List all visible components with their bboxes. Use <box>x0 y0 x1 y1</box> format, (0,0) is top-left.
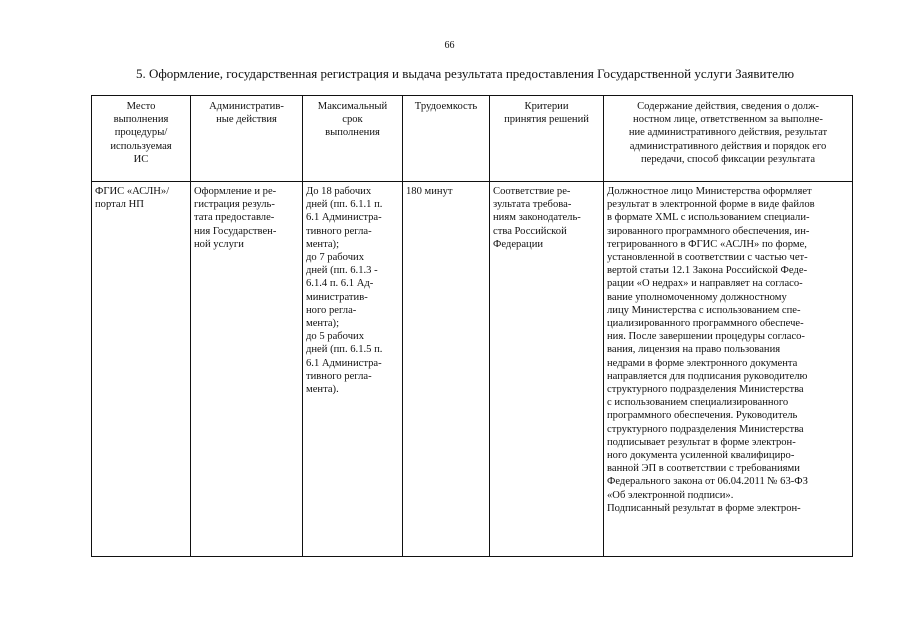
text-line: структурного подразделения Министерства <box>607 423 804 435</box>
text-line: процедуры/ <box>114 127 168 139</box>
text-line: Соответствие ре- <box>493 186 571 197</box>
procedure-table <box>91 95 853 557</box>
table-header-row <box>92 96 853 182</box>
text-line: 180 минут <box>406 186 453 197</box>
text-line: тата предоставле- <box>194 212 275 224</box>
table-row <box>92 182 853 557</box>
text-line: ние административного действия, результат <box>628 127 828 139</box>
text-line: Федерации <box>493 238 544 250</box>
text-line: результат в электронной форме в виде файлов <box>607 199 815 211</box>
text-line: тивного регла- <box>306 370 372 382</box>
text-line: 6.1 Администра- <box>306 212 382 224</box>
text-line: Критерии <box>524 101 569 112</box>
text-line: Максимальный <box>317 101 388 112</box>
cell-term <box>303 182 403 557</box>
cell-criteria <box>490 182 604 557</box>
header-content <box>604 96 853 182</box>
header-criteria <box>490 96 604 182</box>
text-line: в формате XML с использованием специали- <box>607 212 810 224</box>
text-line: Должностное лицо Министерства оформляет <box>607 186 812 197</box>
text-line: административного действия и порядок его <box>629 140 827 152</box>
text-line: ного документа усиленной квалифициро- <box>607 450 795 462</box>
cell-content <box>604 182 853 557</box>
text-line: мента); <box>306 238 340 250</box>
text-line: ванной ЭП в соответствии с требованиями <box>607 463 800 475</box>
text-line: ные действия <box>216 114 277 126</box>
header-term <box>303 96 403 182</box>
header-actions <box>191 96 303 182</box>
text-line: циализированного программного обеспече- <box>607 318 804 330</box>
text-line: принятия решений <box>504 114 589 126</box>
text-line: Федерального закона от 06.04.2011 № 63-ФЗ <box>607 476 808 488</box>
text-line: Подписанный результат в форме электрон- <box>607 502 801 514</box>
text-line: направляется для подписания руководителю <box>607 370 808 382</box>
text-line: с использованием специализированного <box>607 397 789 409</box>
page-number: 66 <box>444 40 455 51</box>
text-line: портал НП <box>95 199 144 211</box>
text-line: ФГИС «АСЛН»/ <box>95 186 170 197</box>
cell-place <box>92 182 191 557</box>
text-line: 6.1 Администра- <box>306 357 382 369</box>
text-line: «Об электронной подписи». <box>607 489 734 501</box>
text-line: министратив- <box>306 291 368 303</box>
text-line: передачи, способ фиксации результата <box>640 153 816 165</box>
text-line: лицу Министерства с использованием спе- <box>607 304 801 316</box>
text-line: ного регла- <box>306 304 357 316</box>
text-line: ностном лице, ответственном за выполне- <box>633 114 823 126</box>
text-line: структурного подразделения Министерства <box>607 384 804 396</box>
text-line: программного обеспечения. Руководитель <box>607 410 798 422</box>
text-line: выполнения <box>325 127 380 139</box>
text-line: дней (пп. 6.1.5 п. <box>306 344 383 356</box>
text-line: вертой статьи 12.1 Закона Российской Феде- <box>607 265 808 277</box>
cell-labor <box>403 182 490 557</box>
text-line: ния. После завершении процедуры согласо- <box>607 331 805 343</box>
text-line: ной услуги <box>194 238 244 250</box>
text-line: Трудоемкость <box>414 101 478 112</box>
text-line: мента). <box>306 384 339 396</box>
text-line: Содержание действия, сведения о долж- <box>637 101 819 112</box>
text-line: ИС <box>133 153 149 165</box>
text-line: дней (пп. 6.1.1 п. <box>306 199 383 211</box>
text-line: 6.1.4 п. 6.1 Ад- <box>306 278 374 290</box>
text-line: Оформление и ре- <box>194 186 277 197</box>
text-line: срок <box>342 114 363 126</box>
header-place <box>92 96 191 182</box>
text-line: Административ- <box>209 101 284 112</box>
text-line: ства Российской <box>493 225 567 237</box>
text-line: установленной в соответствии с частью чет- <box>607 252 808 264</box>
text-line: зультата требова- <box>493 199 572 211</box>
text-line: рации «О недрах» и направляет на согласо- <box>607 278 803 290</box>
text-line: дней (пп. 6.1.3 - <box>306 265 378 277</box>
text-line: гистрация резуль- <box>194 199 275 211</box>
header-labor <box>403 96 490 182</box>
text-line: ниям законодатель- <box>493 212 581 224</box>
text-line: мента); <box>306 318 340 330</box>
text-line: тегрированного в ФГИС «АСЛН» по форме, <box>607 238 807 250</box>
section-title: 5. Оформление, государственная регистрация и выдача результата предоставления Государственной услуги Заявителю <box>136 66 795 81</box>
text-line: недрами в форме электронного документа <box>607 357 798 369</box>
text-line: подписывает результат в форме электрон- <box>607 436 796 448</box>
text-line: Место <box>126 101 156 112</box>
text-line: До 18 рабочих <box>306 186 372 197</box>
text-line: до 5 рабочих <box>306 331 364 343</box>
text-line: зированного программного обеспечения, ин- <box>607 225 810 237</box>
text-line: тивного регла- <box>306 225 372 237</box>
text-line: вания, лицензия на право пользования <box>607 344 781 356</box>
text-line: выполнения <box>113 114 169 126</box>
text-line: до 7 рабочих <box>306 252 364 264</box>
text-line: используемая <box>110 140 172 152</box>
text-line: вание уполномоченному должностному <box>607 291 787 303</box>
text-line: ния Государствен- <box>194 225 277 237</box>
cell-actions <box>191 182 303 557</box>
